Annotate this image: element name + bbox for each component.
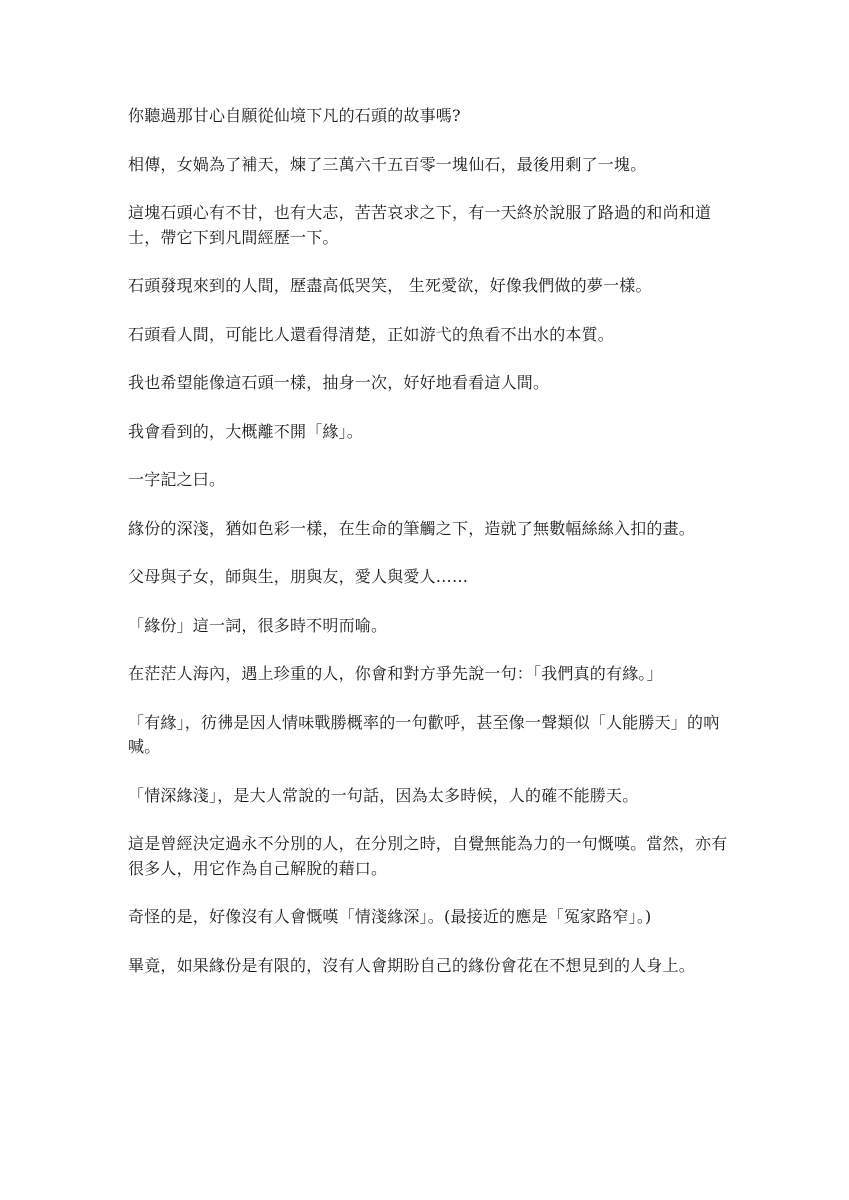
paragraph-9: 緣份的深淺，猶如色彩一樣，在生命的筆觸之下，造就了無數幅絲絲入扣的畫。 xyxy=(128,518,696,538)
paragraph-7: 我會看到的，大概離不開「緣」。 xyxy=(128,421,364,441)
paragraph-15: 這是曾經決定過永不分別的人，在分別之時，自覺無能為力的一句慨嘆。當然，亦有很多人，用它作為自己解脫的藉口。 xyxy=(128,834,728,878)
paragraph-16: 奇怪的是，好像沒有人會慨嘆「情淺緣深」。(最接近的應是「冤家路窄」。) xyxy=(128,907,652,926)
paragraph-2: 相傳，女媧為了補天，煉了三萬六千五百零一塊仙石，最後用剩了一塊。 xyxy=(128,154,647,174)
paragraph-11: 「緣份」這一詞，很多時不明而喻。 xyxy=(128,615,388,635)
document-body xyxy=(128,104,728,1002)
paragraph-12: 在茫茫人海內，遇上珍重的人，你會和對方爭先說一句：「我們真的有緣。」 xyxy=(128,664,663,683)
paragraph-10: 父母與子女，師與生，朋與友，愛人與愛人…… xyxy=(128,567,469,586)
paragraph-5: 石頭看人間，可能比人還看得清楚，正如游弋的魚看不出水的本質。 xyxy=(128,324,615,344)
paragraph-6: 我也希望能像這石頭一樣，抽身一次，好好地看看這人間。 xyxy=(128,373,550,392)
paragraph-1: 你聽過那甘心自願從仙境下凡的石頭的故事嗎? xyxy=(128,106,461,125)
paragraph-14: 「情深緣淺」，是大人常說的一句話，因為太多時候，人的確不能勝天。 xyxy=(128,785,639,805)
paragraph-17: 畢竟，如果緣份是有限的，沒有人會期盼自己的緣份會花在不想見到的人身上。 xyxy=(128,955,696,975)
paragraph-13: 「有緣」，彷彿是因人情味戰勝概率的一句歡呼，甚至像一聲類似「人能勝天」的吶喊。 xyxy=(128,712,720,756)
paragraph-4: 石頭發現來到的人間，歷盡高低哭笑， 生死愛欲，好像我們做的夢一樣。 xyxy=(128,276,652,295)
paragraph-8: 一字記之曰。 xyxy=(128,470,226,489)
paragraph-3: 這塊石頭心有不甘，也有大志，苦苦哀求之下，有一天終於說服了路過的和尚和道士，帶它下到凡間經歷一下。 xyxy=(128,203,712,247)
